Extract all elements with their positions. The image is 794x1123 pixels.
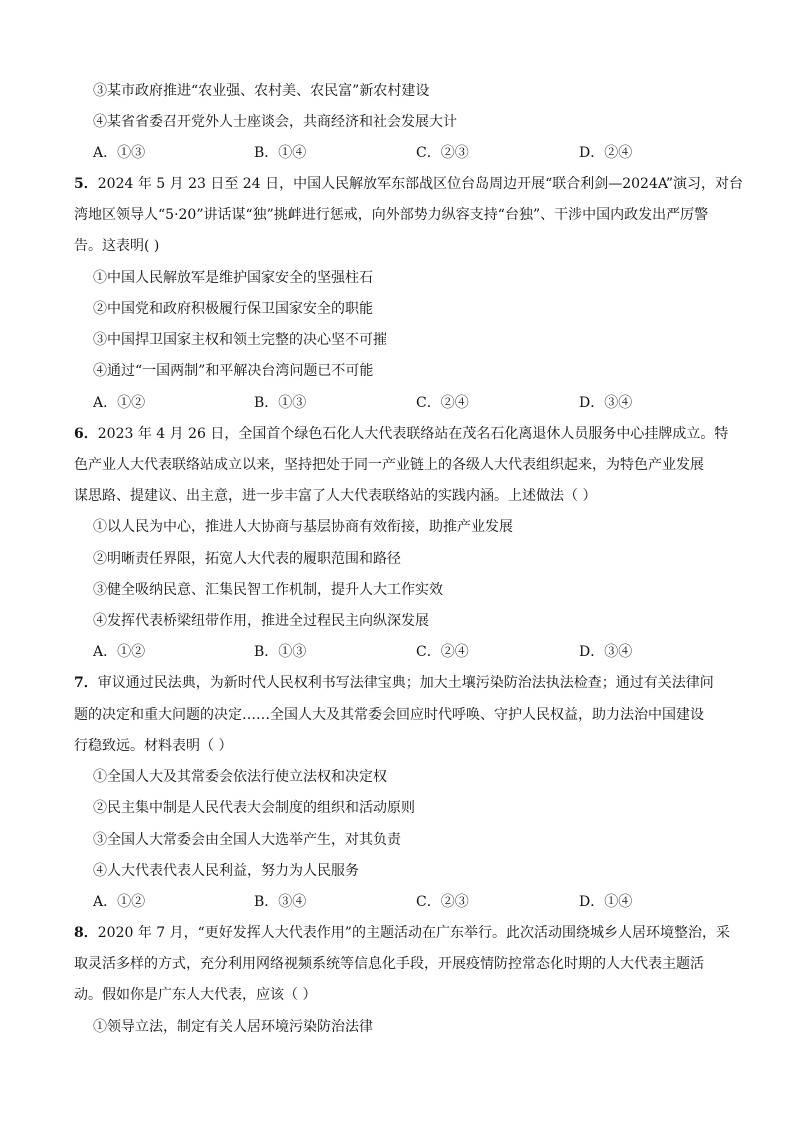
question-5-stem-line-1: 5．2024 年 5 月 23 日至 24 日，中国人民解放军东部战区位台岛周边开展“联合利剑—2024A”演习，对台 <box>74 176 744 192</box>
prev-choice-a: A．①③ <box>93 145 146 161</box>
question-5-stem-line-3: 告。这表明( ) <box>74 238 160 254</box>
question-7-number: 7． <box>74 675 98 691</box>
question-8-stem-line-2: 取灵活多样的方式，充分利用网络视频系统等信息化手段，开展疫情防控常态化时期的人大代表主题活 <box>74 956 704 972</box>
question-6-option-2: ②明晰责任界限，拓宽人大代表的履职范围和路径 <box>93 551 401 567</box>
question-7-choice-b: B．③④ <box>254 894 307 910</box>
question-6-option-3: ③健全吸纳民意、汇集民智工作机制，提升人大工作实效 <box>93 582 443 598</box>
question-6-stem-line-2: 色产业人大代表联络站成立以来，坚持把处于同一产业链上的各级人大代表组织起来，为特色产业发展 <box>74 457 704 473</box>
question-7-option-4: ④人大代表代表人民利益，努力为人民服务 <box>93 863 359 879</box>
question-7-option-3: ③全国人大常委会由全国人大选举产生，对其负责 <box>93 832 401 848</box>
question-7-option-2: ②民主集中制是人民代表大会制度的组织和活动原则 <box>93 800 415 816</box>
question-5-option-2: ②中国党和政府积极履行保卫国家安全的职能 <box>93 301 373 317</box>
question-6-choice-b: B．①③ <box>254 644 307 660</box>
question-8-stem-line-1: 8．2020 年 7 月，“更好发挥人大代表作用”的主题活动在广东举行。此次活动围绕城乡人居环境整治，采 <box>74 925 730 941</box>
question-6-number: 6． <box>74 426 98 442</box>
question-6-stem-line-1: 6．2023 年 4 月 26 日，全国首个绿色石化人大代表联络站在茂名石化离退休人员服务中心挂牌成立。特 <box>74 426 729 442</box>
question-5-option-4: ④通过“一国两制”和平解决台湾问题已不可能 <box>93 363 374 379</box>
question-6-choice-d: D．③④ <box>579 644 633 660</box>
question-8-stem-line-3: 动。假如你是广东人大代表，应该（ ） <box>74 987 317 1003</box>
question-5-choice-d: D．③④ <box>579 395 633 411</box>
prev-choice-d: D．②④ <box>579 145 633 161</box>
question-5-choice-b: B．①③ <box>254 395 307 411</box>
question-6-choice-c: C．②④ <box>416 644 469 660</box>
prev-choice-b: B．①④ <box>254 145 307 161</box>
question-7-stem-line-3: 行稳致远。材料表明（ ） <box>74 738 233 754</box>
question-5-choice-a: A．①② <box>93 395 146 411</box>
question-6-choice-a: A．①② <box>93 644 146 660</box>
prev-option-3: ③某市政府推进“农业强、农村美、农民富”新农村建设 <box>93 83 430 99</box>
question-7-choice-d: D．①④ <box>579 894 633 910</box>
question-7-choice-a: A．①② <box>93 894 146 910</box>
question-6-option-4: ④发挥代表桥梁纽带作用，推进全过程民主向纵深发展 <box>93 613 429 629</box>
question-7-stem-line-2: 题的决定和重大问题的决定……全国人大及其常委会回应时代呼唤、守护人民权益，助力法治中国建设 <box>74 707 704 723</box>
question-6-option-1: ①以人民为中心，推进人大协商与基层协商有效衔接，助推产业发展 <box>93 519 513 535</box>
question-7-stem-line-1: 7．审议通过民法典，为新时代人民权利书写法律宝典；加大土壤污染防治法执法检查；通过有关法律问 <box>74 675 714 691</box>
question-7-option-1: ①全国人大及其常委会依法行使立法权和决定权 <box>93 769 387 785</box>
question-5-option-1: ①中国人民解放军是维护国家安全的坚强柱石 <box>93 270 373 286</box>
question-5-option-3: ③中国捍卫国家主权和领土完整的决心坚不可摧 <box>93 332 387 348</box>
question-5-stem-line-2: 湾地区领导人“5·20”讲话谋“独”挑衅进行惩戒，向外部势力纵容支持“台独”、干涉中国内政发出严厉警 <box>74 207 709 223</box>
question-8-number: 8． <box>74 925 98 941</box>
prev-option-4: ④某省省委召开党外人士座谈会，共商经济和社会发展大计 <box>93 114 457 130</box>
question-5-choice-c: C．②④ <box>416 395 469 411</box>
question-6-stem-line-3: 谋思路、提建议、出主意，进一步丰富了人大代表联络站的实践内涵。上述做法（ ） <box>74 488 597 504</box>
question-7-choice-c: C．②③ <box>416 894 469 910</box>
question-8-option-1: ①领导立法，制定有关人居环境污染防治法律 <box>93 1019 373 1035</box>
prev-choice-c: C．②③ <box>416 145 469 161</box>
question-5-number: 5． <box>74 176 98 192</box>
